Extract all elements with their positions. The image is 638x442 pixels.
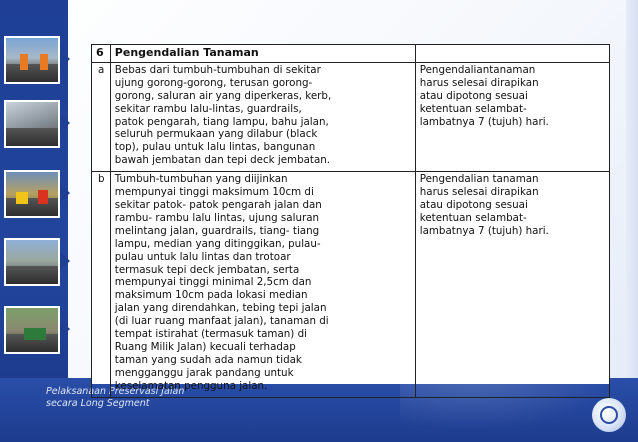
table-header-row — [92, 45, 610, 63]
row-code: a — [92, 62, 111, 171]
row-note: Pengendalian tanaman harus selesai dirapikan atau dipotong sesuai ketentuan selambat- lambatnya 7 (tujuh) hari. — [415, 172, 609, 397]
sidebar-arrow — [60, 50, 70, 68]
sidebar-arrow — [60, 184, 70, 202]
road-signs-photo — [4, 170, 60, 218]
row-note: Pengendaliantanaman harus selesai dirapikan atau dipotong sesuai ketentuan selambat- lambatnya 7 (tujuh) hari. — [415, 62, 609, 171]
sign-shape — [16, 192, 28, 204]
section-title: Pengendalian Tanaman — [110, 45, 415, 63]
road-vehicle-photo — [4, 306, 60, 354]
road-curve-photo — [4, 238, 60, 286]
footer-logo-icon — [592, 398, 626, 432]
sign-shape — [38, 190, 48, 204]
section-number: 6 — [92, 45, 111, 63]
worker-figure — [40, 54, 48, 70]
worker-figure — [20, 54, 28, 70]
footer-line-2: secara Long Segment — [46, 398, 150, 409]
spec-table — [91, 44, 610, 398]
footer-line-1: Pelaksanaan Preservasi Jalan — [46, 386, 185, 397]
road-aerial-photo — [4, 100, 60, 148]
row-description: Bebas dari tumbuh-tumbuhan di sekitar ujung gorong-gorong, terusan gorong- gorong, saluran air yang diperkeras, kerb, sekitar rambu lalu-lintas, guardrails, patok pengarah, tiang lampu, bahu jalan, seluruh permukaan yang dilabur (black top), pulau untuk lalu lintas, bangunan bawah jembatan dan tepi deck jembatan. — [110, 62, 415, 171]
row-description: Tumbuh-tumbuhan yang diijinkan mempunyai tinggi maksimum 10cm di sekitar patok- patok pengarah jalan dan rambu- rambu lalu lintas, ujung saluran melintang jalan, guardrails, tiang- tiang lampu, median yang ditinggikan, pulau- pulau untuk lalu lintas dan trotoar termasuk tepi deck jembatan, serta mempunyai tinggi minimal 2,5cm dan maksimum 10cm pada lokasi median jalan yang direndahkan, tebing tepi jalan (di luar ruang manfaat jalan), tanaman di tempat istirahat (termasuk taman) di Ruang Milik Jalan) kecuali terhadap taman yang sudah ada namun tidak mengganggu jarak pandang untuk keselamatan pengguna jalan. — [110, 172, 415, 397]
table-row — [92, 172, 610, 397]
vehicle-shape — [24, 328, 46, 340]
table-row — [92, 62, 610, 171]
sidebar-arrow — [60, 252, 70, 270]
footer-logo-ring — [600, 406, 618, 424]
row-code: b — [92, 172, 111, 397]
section-note-header — [415, 45, 609, 63]
sidebar-arrow — [60, 320, 70, 338]
spec-table-container — [91, 44, 610, 392]
road-workers-photo — [4, 36, 60, 84]
sidebar-arrow — [60, 114, 70, 132]
